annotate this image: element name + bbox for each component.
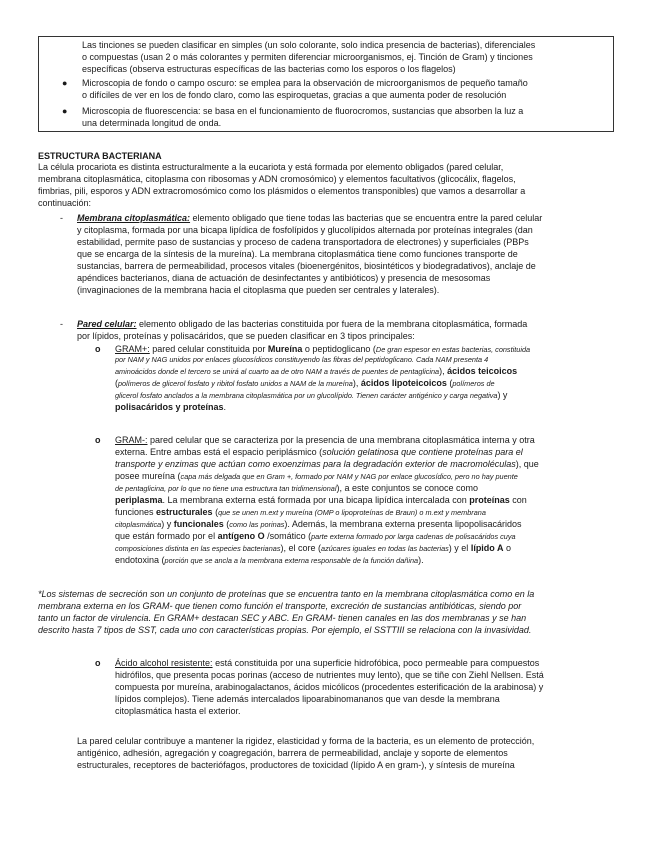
text-line: Las tinciones se pueden clasificar en simples (un solo colorante, solo indica presencia de bacterias), diferenciales bbox=[82, 40, 536, 50]
text-span: antígeno O bbox=[217, 531, 265, 541]
text-span: proteínas bbox=[469, 495, 510, 505]
text-line: apéndices bacterianos, diana de actuación de desinfectantes y antibióticos) y presencia de mesosomas bbox=[77, 273, 491, 283]
text-line: compuesta por mureína, arabinogalactanos, ácidos micólicos (procedentes esterificación de la arabinosa) y bbox=[115, 682, 544, 692]
text-line: específicas (observa estructuras específicas de las bacterias como los esporos o los flagelos) bbox=[82, 64, 456, 74]
text-span: funciones bbox=[115, 507, 157, 517]
text-span: composiciones distinta en las especies bacterianas bbox=[115, 544, 281, 553]
text-span: ) y bbox=[497, 390, 508, 400]
text-line: por NAM y NAG unidos por enlaces glucosídicos constituyendo las fibras del peptidoglicano. Cada NAM presenta 4 bbox=[115, 355, 489, 364]
text-span: ). bbox=[418, 555, 424, 565]
text-span: pared celular que se caracteriza por la presencia de una membrana citoplasmática interna y otra bbox=[147, 435, 535, 445]
text-span: citoplasmática bbox=[115, 520, 162, 529]
text-line: lípidos complejos). Tiene además intercalados lipoarabinomananos que van desde la membrana bbox=[115, 694, 500, 704]
text-span: elemento obligado de las bacterias constituida por fuera de la membrana citoplasmática, formada bbox=[136, 319, 528, 329]
acid-fast-term: Ácido alcohol resistente: bbox=[115, 658, 213, 668]
text-span: pared celular constituida por bbox=[149, 344, 268, 354]
text-span: está constituida por una superficie hidrofóbica, poco permeable para compuestos bbox=[212, 658, 540, 668]
circle-bullet-icon: o bbox=[95, 344, 101, 354]
bullet-icon: ● bbox=[62, 106, 68, 116]
text-span: que se unen m.ext y mureína (OMP o lipoproteínas de Braun) o m.ext y membrana bbox=[218, 508, 486, 517]
text-line: una determinada longitud de onda. bbox=[82, 118, 222, 128]
text-line: *Los sistemas de secreción son un conjunto de proteínas que se encuentra tanto en la membrana citoplasmática como en la bbox=[38, 589, 535, 599]
acid-fast-item bbox=[115, 657, 620, 717]
text-line: y citoplasma, formada por una bicapa lipídica de fosfolípidos y glucolípidos alternada por proteínas integrales (dan bbox=[77, 225, 533, 235]
text-span: . La membrana externa está formada por una bicapa lipídica intercalada con bbox=[162, 495, 470, 505]
text-line: membrana citoplasmática, citoplasma con ribosomas y ADN cromosómico) y elementos facultativos (glicocálix, flagelos, bbox=[38, 174, 516, 184]
text-span: polímeros de bbox=[452, 379, 495, 388]
text-span: capa más delgada que en Gram +, formado por NAM y NAG por enlace glucosídico, pero no hay puente bbox=[180, 472, 518, 481]
text-line: hidrófilos, que presenta pocas porinas (acceso de nutrientes muy lento), que se tiñe con Ziehl Nellsen. Está bbox=[115, 670, 544, 680]
text-span: ( bbox=[223, 519, 230, 529]
text-span: ácidos lipoteicoicos bbox=[360, 378, 447, 388]
text-line: estructurales, receptores de bacteriófagos, productores de toxicidad (lípido A en gram-), y síntesis de mureína bbox=[77, 760, 515, 770]
bullet-dark-field bbox=[82, 77, 610, 101]
text-span: ácidos teicoicos bbox=[447, 366, 518, 376]
text-span: estructurales bbox=[156, 507, 213, 517]
circle-bullet-icon: o bbox=[95, 435, 101, 445]
text-span: /somático ( bbox=[264, 531, 312, 541]
text-line: citoplasmática hasta el exterior. bbox=[115, 706, 241, 716]
dash-icon: - bbox=[60, 319, 63, 329]
membrane-item bbox=[77, 212, 622, 296]
text-line: que se encarga de la síntesis de la mureína). La membrana citoplasmática tiene como funciones transporte de bbox=[77, 249, 518, 259]
text-span: de pentaglicina, por lo que no tiene una estructura tan tridimensional bbox=[115, 484, 337, 493]
text-span: externa. Entre ambas está el espacio periplásmico ( bbox=[115, 447, 323, 457]
text-line: (invaginaciones de la membrana hacia el citoplasma que pueden ser centrales y laterales). bbox=[77, 285, 440, 295]
text-span: . bbox=[223, 402, 227, 412]
text-line: La célula procariota es distinta estructuralmente a la eucariota y está formada por elemento obligados (pared celular, bbox=[38, 162, 504, 172]
text-line: Microscopia de fluorescencia: se basa en el funcionamiento de fluorocromos, sustancias que absorben la luz a bbox=[82, 106, 524, 116]
gram-positive-item bbox=[115, 343, 620, 413]
text-span: endotoxina ( bbox=[115, 555, 165, 565]
gram-positive-term: GRAM+: bbox=[115, 344, 150, 354]
text-span: ), a este conjuntos se conoce como bbox=[336, 483, 479, 493]
circle-bullet-icon: o bbox=[95, 658, 101, 668]
text-span: ) y bbox=[161, 519, 174, 529]
text-span: que están formado por el bbox=[115, 531, 218, 541]
text-span: posee mureína ( bbox=[115, 471, 181, 481]
text-span: ), bbox=[352, 378, 361, 388]
text-span: Mureína bbox=[267, 344, 303, 354]
section-title: ESTRUCTURA BACTERIANA bbox=[38, 151, 162, 161]
text-span: ( bbox=[115, 378, 118, 388]
wall-item bbox=[77, 318, 622, 342]
closing-paragraph bbox=[77, 735, 622, 771]
text-span: solución gelatinosa que contiene proteínas para el bbox=[322, 447, 523, 457]
text-line: sustancias, barrera de permeabilidad, procesos vitales (bioenergénitos, biosintéticos y biodegradativos), anclaje de bbox=[77, 261, 536, 271]
text-line: o compuestas (usan 2 o más colorantes y permiten diferenciar microorganismos, ej. Tinción de Gram) y tinciones bbox=[82, 52, 533, 62]
intro-paragraph bbox=[38, 161, 618, 209]
text-span: o bbox=[503, 543, 511, 553]
text-span: ) y el bbox=[448, 543, 471, 553]
wall-term: Pared celular: bbox=[77, 319, 137, 329]
bullet-icon: ● bbox=[62, 78, 68, 88]
text-span: aminoácidos donde el tercero se unirá al cuarto aa de otro NAM a través de puentes de pentaglicina bbox=[115, 367, 440, 376]
gram-negative-item bbox=[115, 434, 620, 566]
staining-paragraph bbox=[82, 39, 610, 75]
text-span: De gran espesor en estas bacterias, constituida bbox=[375, 345, 531, 354]
text-span: ), el core ( bbox=[280, 543, 322, 553]
text-span: o peptidoglicano ( bbox=[302, 344, 376, 354]
text-line: tanto un factor de virulencia. En GRAM+ destacan SEC y ABC. En GRAM- tienen canales en las dos membranas y se han bbox=[38, 613, 527, 623]
text-line: continuación: bbox=[38, 198, 92, 208]
text-line: o difíciles de ver en los de fondo claro, como las espiroquetas, gracias a que aumenta poder de resolución bbox=[82, 90, 507, 100]
text-span: como las porinas bbox=[229, 520, 285, 529]
text-span: polisacáridos y proteínas bbox=[115, 402, 224, 412]
text-span: ). Además, la membrana externa presenta lipopolisacáridos bbox=[284, 519, 522, 529]
text-span: porción que se ancla a la membrana externa responsable de la función dañina bbox=[164, 556, 419, 565]
text-line: antigénico, adhesión, agregación y coagregación, barrera de permeabilidad, anclaje y soporte de elementos bbox=[77, 748, 508, 758]
text-line: estabilidad, permite paso de sustancias y proceso de cadena transportadora de electrones) y superficiales (PBPs bbox=[77, 237, 529, 247]
text-line: fimbrias, pili, esporos y ADN extracromosómico como los plásmidos o elementos transponibles) que vamos a desarrollar a bbox=[38, 186, 526, 196]
text-span: ( bbox=[212, 507, 219, 517]
text-span: lípido A bbox=[470, 543, 504, 553]
membrane-term: Membrana citoplasmática: bbox=[77, 213, 191, 223]
text-span: ), que bbox=[515, 459, 539, 469]
text-span: ), bbox=[439, 366, 448, 376]
staining-box bbox=[38, 36, 614, 132]
text-span: azúcares iguales en todas las bacterias bbox=[321, 544, 449, 553]
text-span: con bbox=[509, 495, 527, 505]
text-span: transporte y enzimas que actúan como exoenzimas para la degradación exterior de macromoléculas bbox=[115, 459, 516, 469]
text-line: membrana externa en los GRAM- que tienen como función el transporte, excreción de sustancias antibióticas, siendo por bbox=[38, 601, 522, 611]
text-line: La pared celular contribuye a mantener la rigidez, elasticidad y forma de la bacteria, es un elemento de protección, bbox=[77, 736, 535, 746]
secretion-note bbox=[38, 588, 623, 636]
text-span: polímeros de glicerol fosfato y ribitol fosfato unidos a NAM de la mureína bbox=[118, 379, 353, 388]
text-span: funcionales bbox=[173, 519, 224, 529]
gram-negative-term: GRAM-: bbox=[115, 435, 148, 445]
dash-icon: - bbox=[60, 213, 63, 223]
text-span: ( bbox=[446, 378, 453, 388]
text-line: por lípidos, proteínas y polisacáridos, que se pueden clasificar en 3 tipos principales: bbox=[77, 331, 415, 341]
text-span: parte externa formado por larga cadenas de polisacáridos cuya bbox=[311, 532, 516, 541]
text-span: periplasma bbox=[115, 495, 163, 505]
text-span: elemento obligado que tiene todas las bacterias que se encuentra entre la pared celular bbox=[190, 213, 543, 223]
text-line: descrito hasta 7 tipos de SST, cada uno con características propias. Por ejemplo, el SSTTIII se relaciona con la invasividad. bbox=[38, 625, 532, 635]
text-line: Microscopia de fondo o campo oscuro: se emplea para la observación de microorganismos de pequeño tamaño bbox=[82, 78, 528, 88]
text-span: glicerol fosfato anclados a la membrana citoplasmática por un glucolípido. Tienen carácter antigénico y carga negativa bbox=[115, 391, 498, 400]
bullet-fluorescence bbox=[82, 105, 610, 129]
